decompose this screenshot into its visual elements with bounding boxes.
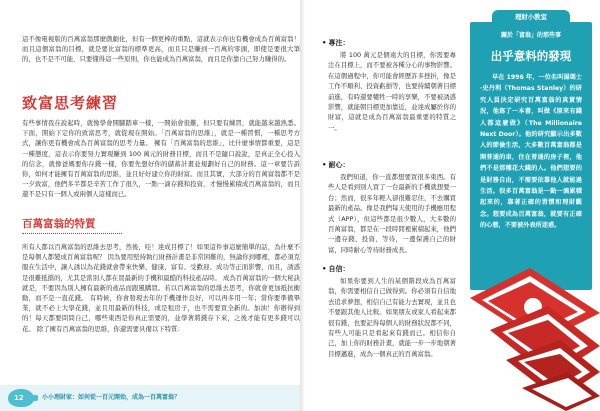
intro-paragraph: 這不像電視版的百萬富翁那麼戲劇化，但有一個更棒的重點，這就表示你也有機會成為百萬富翁！而且這個富翁的目標，就是要比富翁的標準更高，而且只是賺到一百萬的零頭，即使是要很大筆的，也不是不可能，只要懂得這一些原則，你也能成為百萬富翁，而且是你靠自己努力賺得的。 xyxy=(22,35,300,64)
trait-body: 如果你要到人生的某個階段成為百萬富翁，你需要相信自己做得到。你必須有自信地去追求夢想，相信自己有能力去實現，並且也不要跟其他人比較。如果朋友或家人看起來都很有錢，也要記得每個人的財務狀況都不同，有些人可能只是看起來有錢而已。相信你自己，加上你的財務計畫，就能一步一步地朝著目標邁進，成為一個真正的百萬富翁。 xyxy=(328,277,456,358)
right-page xyxy=(300,0,600,411)
sub-body: 所有人都以百萬富翁的思維去思考，然後，哇！達成目標了！如果這件事這麼簡單的話，為什麼不是每個人都變成百萬富翁呢？ 因為要用堅持執行財務計畫是非常困難的，無論你到哪裡，都必須克服在生活中，讓人誘以為花錢就會帶來快樂、健康、富有、受歡迎、成功等正面影響，而且，誘惑是很難抵擋的，尤其是當別人都在買最新的手機和最酷的科技產品時。 成為百萬富翁的一個大秘訣就是，不要因為別人擁有最新的產品而跟風購買。若以百萬富翁的思維去思考，你就會更加抵抗衝動，而不是一直花錢。 有時候，你會發現去年的手機運作良好，可以再多用一年；當你要準備畢業，就不必上大學花錢，並且用最新的科技，或是租房子，也不需要買全新的。加油！你辦得到的！每天都要問問自己，哪些東西是你真正需要的，並學著將錢存下來，之後才能有更多錢可以花。 除了擁有百萬富翁的思維，你還需要具備以下特質： xyxy=(22,243,300,333)
page-footer xyxy=(0,385,300,411)
sidebar-subtitle: 關於「富翁」的那些事 xyxy=(500,32,561,39)
bullet-icon: • xyxy=(322,161,327,169)
sidebar-badge xyxy=(492,10,570,24)
trait-title: 耐心： xyxy=(328,161,350,169)
section-body: 有些事情我在說起時，就像學會開腳踏車一樣，一開始會很難，但只要有練習，就能越來越熟悉。下面，開始下定你的致富思考，就從現在開始。「百萬富翁的思維」，就是一種習慣，一種思考方式，讓你更有機會成為百萬富翁的思考力量。 擁有「百萬富翁的思維」，比什麼事情都重要，這是一種態度，這表示你要努力實現賺到 100 萬元的財務目標，而且不是隨口說說，是真正全心投入的信念，就像爸媽要你存錢一樣，你要先想好你的儲蓄計畫並規劃好自己的財務。這一章要告訴你，如何才能擁有百萬富翁的思維，並且好好建立你的財富。而且其實，大部分的百萬富翁都不是一夕致富，他們多半都是辛苦工作了很久，一點一滴存錢和投資，才慢慢累積成百萬富翁的，而且還不是只有一個人或兩個人這樣而已。 xyxy=(22,119,300,199)
footer-book-title: 小小理財家：如何從一百元開始，成為一百萬富翁？ xyxy=(42,394,181,401)
sidebar-paragraph: 早在 1996 年，一位名叫湯瑪士·史丹利（Thomas Stanley）的研究人員決定研究百萬富翁的真實情況，他寫了一本書，叫做《原來有錢人都這麼做》（The Millionaire Next Door）。他的研究顯示出多數人的節儉生活，大多數百萬富翁都是開普通的車，住在普通的房子裡，他們不是那種花大錢的人。他們想要的是財務自由，不需要依靠他人就能過生活。很多百萬富翁是一點一滴累積起來的，靠著正確的習慣和理財觀念。想要成為百萬富翁，就要有正確的心態，不要被外表所迷惑。 xyxy=(480,74,582,230)
section-heading: 致富思考練習 xyxy=(22,94,119,112)
trait-body: 我們知道，你一直都想要買很多東西。有些人是看到別人買了一台最新的手機就想要一台；然而，很多年輕人卻很難忍住，不去購買最新的產品。像是我們每天使用的手機應用程式（APP），但這些都是很少數人，大多數的百萬富翁，都是在一段時間裡累積起來，他們一邊存錢、投資、等待，一邊保護自己的財富，同時耐心等待財務成長。 xyxy=(328,173,456,254)
sidebar-title: 出乎意料的發現 xyxy=(490,49,572,63)
trait-focus xyxy=(322,38,456,133)
trait-body: 將 100 萬元是個遠大的目標，你需要專注在目標上，而不要被各種分心的事物影響。在這個過程中，你可能會經歷許多挫折，像是工作不順利、投資虧損等，也要持續朝著目標前進，有時還要犧牲一時的享樂，不要被誘惑影響，就能朝目標更加靠近，並達成屬於你的財富，這就是成為百萬富翁最重要的特質之一。 xyxy=(328,51,456,132)
trait-confidence xyxy=(322,264,456,359)
sidebar-badge-label: 理財小教室 xyxy=(515,13,547,21)
sidebar-body xyxy=(480,72,582,232)
bullet-icon: • xyxy=(322,39,327,47)
sub-heading-rule xyxy=(22,233,122,234)
bullet-icon: • xyxy=(322,265,327,273)
trait-title: 專注： xyxy=(328,39,350,47)
trait-patience xyxy=(322,160,456,255)
sub-heading: 百萬富翁的特質 xyxy=(22,218,96,230)
money-stack-illustration xyxy=(470,268,600,411)
sidebar-box xyxy=(470,13,592,290)
crown-icon xyxy=(524,0,538,10)
trait-title: 自信： xyxy=(328,265,350,273)
page-number: 12 xyxy=(14,394,24,402)
